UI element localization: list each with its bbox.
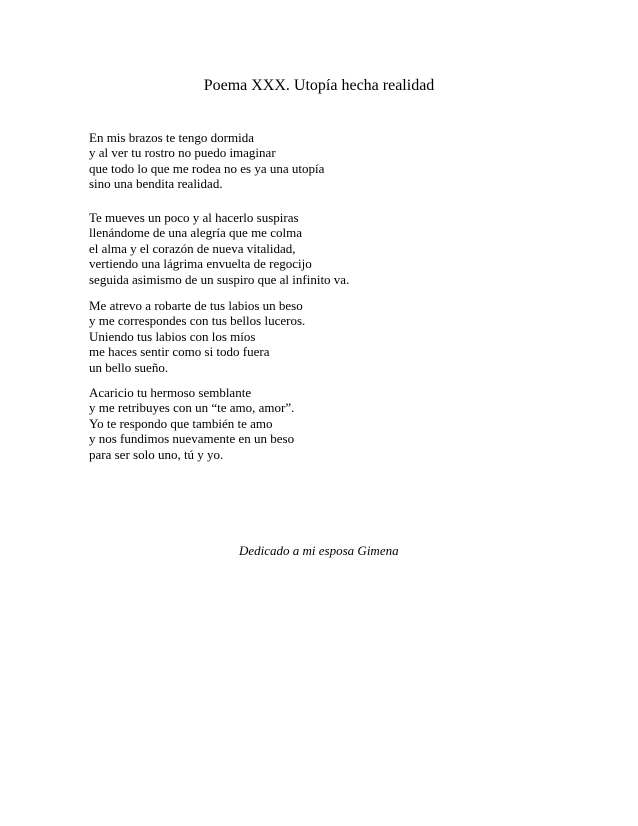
poem-line: Me atrevo a robarte de tus labios un beso: [89, 298, 303, 313]
stanza-3: [89, 298, 305, 375]
poem-line: el alma y el corazón de nueva vitalidad,: [89, 240, 296, 256]
poem-title: Poema XXX. Utopía hecha realidad: [203, 77, 435, 94]
dedication: Dedicado a mi esposa Gimena: [239, 543, 399, 558]
poem-line: llenándome de una alegría que me colma: [89, 225, 302, 241]
stanza-2: [89, 210, 349, 287]
poem-line: En mis brazos te tengo dormida: [89, 130, 254, 145]
poem-line: y me correspondes con tus bellos luceros.: [89, 313, 306, 329]
poem-line: para ser solo uno, tú y yo.: [89, 446, 224, 462]
stanza-1: [89, 130, 324, 192]
stanza-4: [89, 385, 294, 462]
poem-line: que todo lo que me rodea no es ya una utopía: [89, 160, 325, 176]
poem-line: vertiendo una lágrima envuelta de regocijo: [89, 256, 312, 272]
poem-line: sino una bendita realidad.: [89, 176, 223, 192]
poem-line: y nos fundimos nuevamente en un beso: [89, 431, 295, 447]
poem-line: y me retribuyes con un “te amo, amor”.: [89, 400, 295, 416]
poem-line: un bello sueño.: [89, 359, 169, 375]
poem-line: y al ver tu rostro no puedo imaginar: [89, 145, 276, 161]
poem-line: Acaricio tu hermoso semblante: [89, 385, 252, 400]
poem-line: me haces sentir como si todo fuera: [89, 344, 270, 360]
poem-line: Uniendo tus labios con los míos: [89, 328, 256, 344]
poem-line: seguida asimismo de un suspiro que al infinito va.: [89, 271, 350, 287]
poem-line: Yo te respondo que también te amo: [89, 415, 273, 431]
poem-line: Te mueves un poco y al hacerlo suspiras: [89, 210, 299, 225]
